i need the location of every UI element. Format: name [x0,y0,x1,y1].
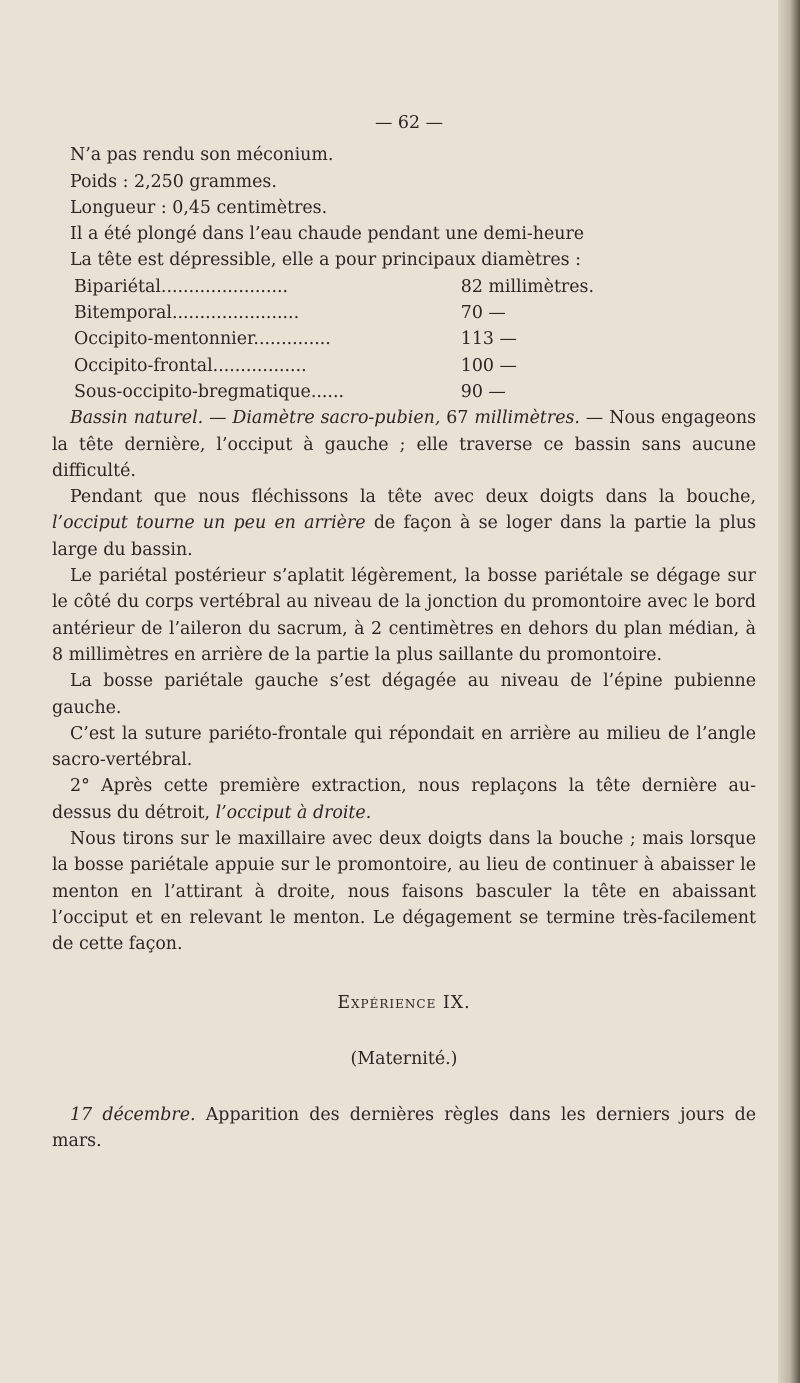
page-number: — 62 — [375,113,443,133]
heading-maternite: (Maternité.) [350,1048,458,1069]
measurement-name: Sous-occipito-bregmatique...... [74,381,344,402]
document-body [52,110,756,1155]
bassin-unit-italic: millimètres. [474,408,580,429]
extraction-text: 2° Après cette première extraction, nous replaçons la tête dernière au-dessus du détroit, [52,776,756,823]
line-longueur: Longueur : 0,45 centimètres. [70,197,328,218]
paragraph-tirons: Nous tirons sur le maxillaire avec deux doigts dans la bouche ; mais lorsque la bosse pariétale appuie sur le promontoire, au lieu de continuer à abaisser le menton en l’attirant à droite, nous faisons basculer la tête en abaissant l’occiput et en relevant le menton. Le dégagement se termine très-facilement de cette façon. [52,829,756,955]
pendant-text-a: Pendant que nous fléchissons la tête avec deux doigts dans la bouche, [70,487,756,508]
heading-experience: Expérience IX. [337,992,471,1013]
measurement-row [74,353,594,379]
measurement-value: 82 millimètres. [460,276,594,297]
paragraph-pendant [52,484,756,563]
measurement-row [74,326,594,352]
measurement-name: Bitemporal....................... [74,303,300,324]
bassin-text: — Nous engageons la tête dernière, l’occiput à gauche ; elle traverse ce bassin sans aucune difficulté. [52,408,757,481]
measurement-row [74,300,594,326]
measurement-name: Occipito-mentonnier.............. [74,329,331,350]
measurement-row [74,379,594,405]
measurement-value: 90 — [460,381,506,402]
measurement-value: 113 — [460,329,517,350]
paragraph-decembre [52,1102,756,1155]
pendant-italic: l’occiput tourne un peu en arrière [52,513,366,534]
page-edge-shadow [778,0,800,1383]
bassin-number: 67 [440,408,475,429]
line-meconium: N’a pas rendu son méconium. [70,145,334,166]
line-eau-chaude: Il a été plongé dans l’eau chaude pendant une demi-heure [70,224,585,245]
pendant-text-b: de façon à se loger dans la partie la plus large du bassin. [52,513,756,560]
extraction-italic: l’occiput à droite. [215,802,372,823]
bassin-lead-italic: Bassin naturel. — Diamètre sacro-pubien, [70,408,441,429]
measurement-value: 100 — [460,355,517,376]
measurement-name: Bipariétal....................... [74,276,289,297]
decembre-date-italic: 17 décembre. [70,1105,196,1126]
measurement-row [74,274,594,300]
paragraph-bosse: La bosse pariétale gauche s’est dégagée au niveau de l’épine pubienne gauche. [52,671,756,718]
measurement-value: 70 — [460,303,506,324]
line-tete-diametres: La tête est dépressible, elle a pour principaux diamètres : [70,250,581,271]
paragraph-parietal: Le pariétal postérieur s’aplatit légèrement, la bosse pariétale se dégage sur le côté du corps vertébral au niveau de la jonction du promontoire avec le bord antérieur de l’aileron du sacrum, à 2 centimètres en dehors du plan médian, à 8 millimètres en arrière de la partie la plus saillante du promontoire. [52,566,756,665]
decembre-text: Apparition des dernières règles dans les derniers jours de mars. [52,1105,756,1152]
measurements-table [74,274,594,405]
measurement-name: Occipito-frontal................. [74,355,307,376]
line-poids: Poids : 2,250 grammes. [70,171,277,192]
paragraph-extraction [52,773,756,826]
paragraph-suture: C’est la suture pariéto-frontale qui répondait en arrière au milieu de l’angle sacro-vertébral. [52,723,756,771]
paragraph-bassin [52,405,756,484]
